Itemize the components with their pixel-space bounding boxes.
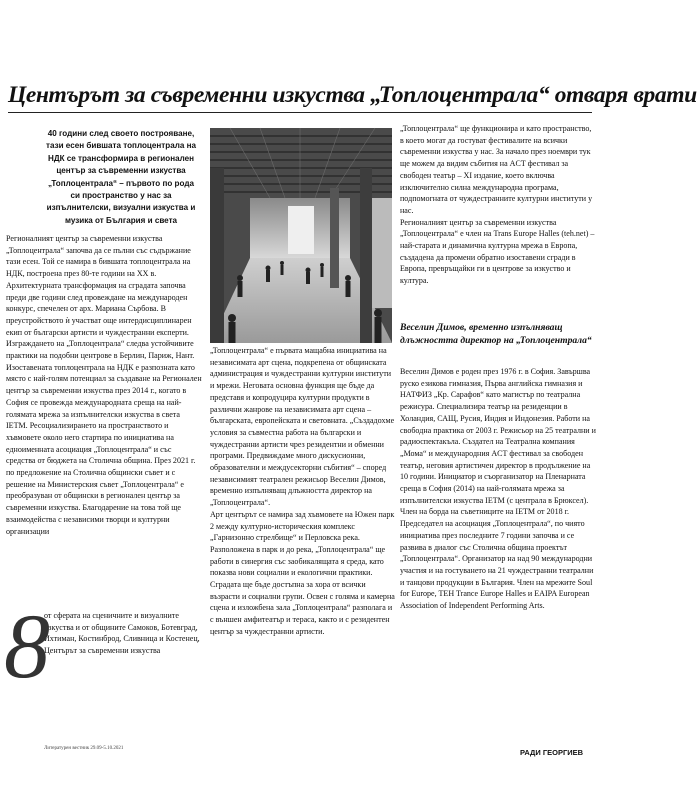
- paragraph: Изоставената топлоцентрала на НДК е разпозната като място с най-голям потенциал за създаване на Регионален център за съвременни изкуства през 2014 г., когато в София се провежда международната среща на най-голямата мрежа за изпълнителски изкуства в света IETM. Ресоциализирането на пространството и хъвмовете около него стартира по инициатива на едноименната асоциация „Топлоцентрала“ и със средства от бюджета на Столична община. През 2021 г. по предложение на Столична общински съвет и с решение на Министерския съвет „Топлоцентрала“ е преобразуван от общински в регионален център за съвременни изкуства. Благодарение на това той ще взаимодейства с независими творци и културни организации: [6, 362, 202, 536]
- column-2: [210, 345, 395, 638]
- divider: [8, 112, 592, 113]
- paragraph: „Топлоцентрала“ ще функционира и като пространство, в което могат да гостуват фестивалите на всички съвременни изкуства у нас. За начало през ноември тук ще можем да видим събития на ACT фестивал за свободен театър – XI издание, което включва изключително силна международна програма, подпомогната от чуждестранните културни институти у нас.: [400, 124, 593, 215]
- paragraph: „Топлоцентрала“ е първата мащабна инициатива на независимата арт сцена, подкрепена от общинската администрация и чуждестранни културни институти и мрежи. Неговата основна функция ще бъде да представя и копродуцира културни продукти в различни жанрове на независимата арт сцена – българската, европейската и световната. „Създадохме условия за съвместна работа на български и чуждестранни артисти чрез резидентни и обменни програми. Предвиждаме много дискусионни, образователни и междусекторни събития“ – според независимият театрален режисьор Веселин Димов, временно изпълняващ длъжността директор на „Топлоцентрала“.: [210, 346, 395, 508]
- column-1-tail: от сферата на сценичните и визуалните изкуства и от общините Самоков, Ботевград, Ихтиман, Костинброд, Сливница и Костенец, Центърът за съвременни изкуства: [44, 611, 200, 656]
- paragraph: Регионалният център за съвременни изкуства „Топлоцентрала“ започва да се пълни със съдържание тази есен. Той се намира в бившата топлоцентрала на НДК, построена през 80-те години на XX в. Архитектурната трансформация на сградата започва преди две години след провеждане на международен конкурс, спечелен от арх. Мариана Сърбова. В преустройството ѝ участват още интердисциплинарен екип от български артисти и чуждестранни експерти. Изграждането на „Топлоцентрала“ следва устойчивите практики на подобни центрове в Берлин, Париж, Нант.: [6, 234, 195, 361]
- subheading: Веселин Димов, временно изпълняващ длъжността директор на „Топлоцентрала“: [400, 322, 592, 346]
- headline: Центърът за съвременни изкуства „Топлоцентрала“ отваря врати: [8, 82, 697, 108]
- page-number: 8: [4, 595, 50, 697]
- article-photo: [210, 128, 392, 343]
- paragraph: Регионалният център за съвременни изкуства „Топлоцентрала“ е член на Trans Europe Halles (teh.net) – най-старата и динамична културна мрежа в Европа, създадена да промени обратно изоставени сгради в Европа, превръщайки ги в центрове за изкуство и култура.: [400, 217, 595, 286]
- lead-paragraph: 40 години след своето построяване, тази есен бившата топлоцентрала на НДК се трансформира в регионален център за съвременни изкуства „Топлоцентрала“ – първото по рода си пространство у нас за изпълнителски, визуални изкуства и музика от България и света: [46, 129, 196, 225]
- author-byline: РАДИ ГЕОРГИЕВ: [520, 748, 584, 757]
- column-3-bio: Веселин Димов е роден през 1976 г. в София. Завършва руско езикова гимназия, Първа английска гимназия и НАТФИЗ „Кр. Сарафов“ като магистър по театрална режисура. Специализира театър на резиденции в Холандия, САЩ, Русия, Индия и Индонезия. Работи на свободна практика от 2003 г. Режисьор на 25 театрални и радиоспектакъла. Създател на Театрална компания „Мома“ и международния ACT фестивал за свободен театър, неговия артистичен директор в продължение на 10 години. Инициатор и съорганизатор на Пленарната среща в София (2014) на най-голямата мрежа за изпълнителски изкуства IETM (с централа в Брюксел). Член на борда на съветниците на IETM от 2018 г. Председател на асоциация „Топлоцентрала“, по чиято инициатива през последните 7 години започва и се развива в диалог със Столична община проектът „Топлоцентрала“. Организатор на над 90 международни участия и на гостуването на 21 чуждестранни театрални и танцови продукции в България. Член на мрежите Soul for Europe, TEH Trance Europe Halles и EAIPA European Association of Independent Performing Arts.: [400, 367, 596, 611]
- footer-credit: Литературен вестник 29.09-5.10.2021: [44, 746, 124, 751]
- column-1: [6, 233, 202, 537]
- paragraph: Арт центърът се намира зад хъвмовете на Южен парк 2 между културно-историческия комплекс „Гарнизонно стрелбище“ и Перловска река. Разположена в парк и до река, „Топлоцентрала“ ще работи в синергия със заобикалящата я среда, като показва нови социални и екологични практики. Сградата ще бъде достъпна за хора от всички възрасти и социални групи. Освен с голяма и камерна сцена и изложбена зала „Топлоцентрала“ разполага и с външен амфитеатър и тераса, както и с резидентен център за чуждестранни артисти.: [210, 509, 395, 636]
- column-3: [400, 123, 596, 287]
